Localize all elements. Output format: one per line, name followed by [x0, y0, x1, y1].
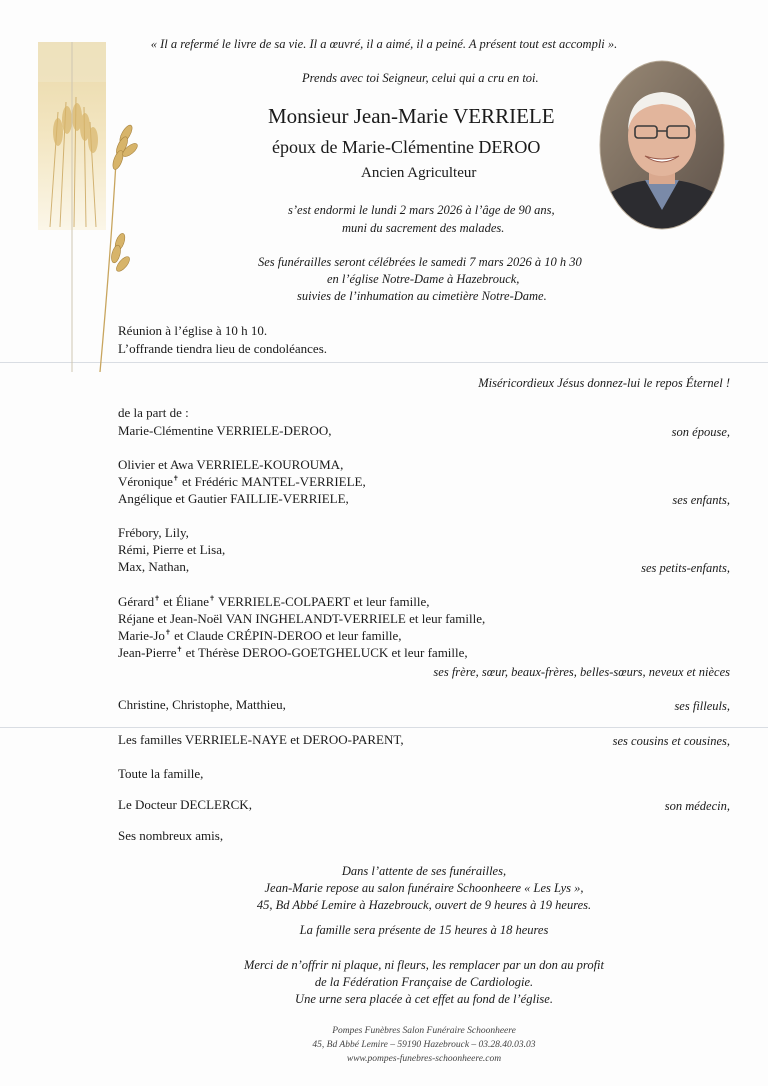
prayer: Prends avec toi Seigneur, celui qui a cru en toi. — [302, 71, 539, 85]
cross-icon: ✝ — [209, 594, 215, 603]
friends: Ses nombreux amis, — [118, 828, 224, 843]
cousins-relation: ses cousins et cousines, — [612, 734, 730, 748]
children-relation: ses enfants, — [672, 493, 730, 507]
prayer-2: Miséricordieux Jésus donnez-lui le repos Éternel ! — [478, 376, 730, 390]
doctor-name: Le Docteur DECLERCK, — [118, 797, 252, 812]
cross-icon: ✝ — [164, 628, 171, 637]
doctor-relation: son médecin, — [664, 799, 730, 813]
grandchildren-line-2: Rémi, Pierre et Lisa, — [118, 542, 226, 557]
fold-line — [0, 727, 768, 728]
wake-line-1: Dans l’attente de ses funérailles, — [341, 864, 507, 878]
death-line-1: s’est endormi le lundi 2 mars 2026 à l’âge de 90 ans, — [288, 203, 555, 217]
funeral-line-2: en l’église Notre-Dame à Hazebrouck, — [327, 272, 520, 286]
siblings-line-3: Marie-Jo✝ et Claude CRÉPIN-DEROO et leur famille, — [118, 628, 402, 643]
grandchildren-line-1: Frébory, Lily, — [118, 525, 189, 540]
quote: « Il a refermé le livre de sa vie. Il a œuvré, il a aimé, il a peiné. A présent tout est accompli ». — [150, 37, 618, 51]
donation-line-1: Merci de n’offrir ni plaque, ni fleurs, les remplacer par un don au profit — [243, 958, 605, 972]
funeral-line-1: Ses funérailles seront célébrées le samedi 7 mars 2026 à 10 h 30 — [258, 255, 582, 269]
spouse-name: Marie-Clémentine VERRIELE-DEROO, — [118, 423, 332, 438]
footer-website[interactable]: www.pompes-funebres-schoonheere.com — [346, 1054, 502, 1064]
siblings-line-4: Jean-Pierre✝ et Thérèse DEROO-GOETGHELUCK et leur famille, — [118, 645, 468, 660]
grandchildren-line-3: Max, Nathan, — [118, 559, 190, 574]
siblings-line-1: Gérard✝ et Éliane✝ VERRIELE-COLPAERT et leur famille, — [118, 594, 430, 609]
wake-line-3: 45, Bd Abbé Lemire à Hazebrouck, ouvert de 9 heures à 19 heures. — [256, 898, 592, 912]
children-line-2: Véronique✝ et Frédéric MANTEL-VERRIELE, — [118, 474, 366, 489]
grandchildren-relation: ses petits-enfants, — [641, 561, 730, 575]
all-family: Toute la famille, — [118, 766, 204, 781]
deceased-name: Monsieur Jean-Marie VERRIELE — [268, 104, 555, 128]
cross-icon: ✝ — [154, 594, 160, 603]
profession: Ancien Agriculteur — [361, 165, 477, 181]
notes-line-2: L’offrande tiendra lieu de condoléances. — [118, 341, 327, 356]
children-line-1: Olivier et Awa VERRIELE-KOUROUMA, — [118, 457, 344, 472]
footer-company: Pompes Funèbres Salon Funéraire Schoonheere — [332, 1026, 516, 1036]
family-intro: de la part de : — [118, 405, 189, 420]
cross-icon: ✝ — [172, 474, 179, 483]
portrait-photo — [599, 60, 725, 230]
siblings-relation: ses frère, sœur, beaux-frères, belles-sœurs, neveux et nièces — [433, 665, 730, 679]
children-line-3: Angélique et Gautier FAILLIE-VERRIELE, — [118, 491, 349, 506]
notes-line-1: Réunion à l’église à 10 h 10. — [118, 323, 268, 338]
godchildren-names: Christine, Christophe, Matthieu, — [118, 697, 286, 712]
donation-line-2: de la Fédération Française de Cardiologie. — [314, 975, 534, 989]
wake-line-2: Jean-Marie repose au salon funéraire Schoonheere « Les Lys », — [264, 881, 584, 895]
death-line-2: muni du sacrement des malades. — [342, 221, 505, 235]
spouse-line: époux de Marie-Clémentine DEROO — [272, 137, 541, 157]
spouse-relation: son épouse, — [671, 425, 730, 439]
wake-presence: La famille sera présente de 15 heures à 18 heures — [299, 923, 549, 937]
cousins-names: Les familles VERRIELE-NAYE et DEROO-PARENT, — [118, 732, 404, 747]
godchildren-relation: ses filleuls, — [674, 699, 730, 713]
cross-icon: ✝ — [176, 645, 183, 654]
footer-address: 45, Bd Abbé Lemire – 59190 Hazebrouck – 03.28.40.03.03 — [312, 1040, 536, 1050]
donation-line-3: Une urne sera placée à cet effet au fond de l’église. — [295, 992, 553, 1006]
funeral-line-3: suivies de l’inhumation au cimetière Notre-Dame. — [297, 289, 547, 303]
siblings-line-2: Réjane et Jean-Noël VAN INGHELANDT-VERRIELE et leur famille, — [118, 611, 486, 626]
